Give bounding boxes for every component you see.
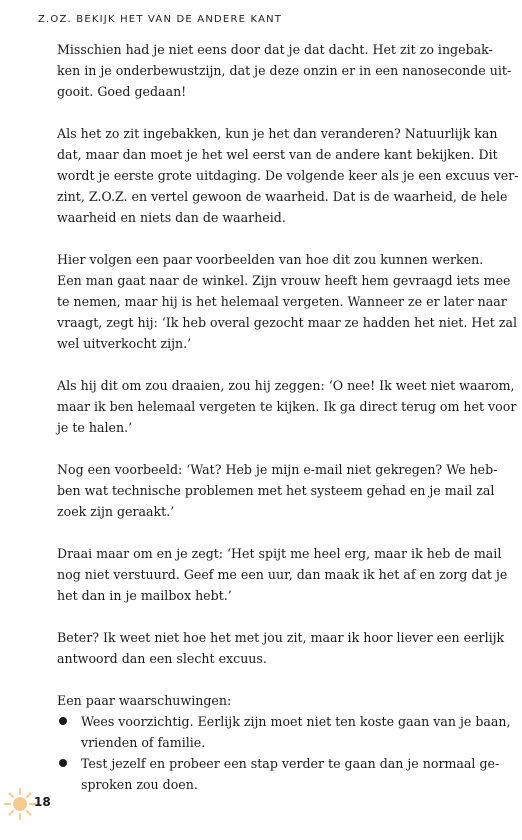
text-line: Misschien had je niet eens door dat je dat dacht. Het zit zo ingebak- bbox=[57, 42, 493, 57]
bullet-icon bbox=[59, 717, 67, 725]
text-line: antwoord dan een slecht excuus. bbox=[57, 651, 267, 666]
text-line: vraagt, zegt hij: ‘Ik heb overal gezocht maar ze hadden het niet. Het zal bbox=[57, 315, 518, 330]
paragraph-3 bbox=[57, 249, 518, 354]
text-line: wordt je eerste grote uitdaging. De volgende keer als je een excuus ver- bbox=[57, 168, 519, 183]
sun-logo-icon bbox=[2, 786, 38, 822]
text-line: wel uitverkocht zijn.’ bbox=[57, 336, 192, 351]
text-line: te nemen, maar hij is het helemaal vergeten. Wanneer ze er later naar bbox=[57, 294, 507, 309]
page-number: 18 bbox=[34, 795, 51, 809]
text-line: Wees voorzichtig. Eerlijk zijn moet niet ten koste gaan van je baan, bbox=[81, 714, 511, 729]
text-line: ken in je onderbewustzijn, dat je deze onzin er in een nanoseconde uit- bbox=[57, 63, 512, 78]
paragraph-1 bbox=[57, 39, 512, 102]
text-line: Test jezelf en probeer een stap verder te gaan dan je normaal ge- bbox=[81, 756, 500, 771]
running-head: Z.OZ. BEKIJK HET VAN DE ANDERE KANT bbox=[38, 14, 283, 25]
paragraph-7 bbox=[57, 627, 505, 669]
text-line: het dan in je mailbox hebt.’ bbox=[57, 588, 232, 603]
text-line: Hier volgen een paar voorbeelden van hoe dit zou kunnen werken. bbox=[57, 252, 484, 267]
text-line: sproken zou doen. bbox=[81, 777, 198, 792]
text-line: Als hij dit om zou draaien, zou hij zeggen: ‘O nee! Ik weet niet waarom, bbox=[57, 378, 515, 393]
text-line: Als het zo zit ingebakken, kun je het dan veranderen? Natuurlijk kan bbox=[57, 126, 498, 141]
text-line: zint, Z.O.Z. en vertel gewoon de waarheid. Dat is de waarheid, de hele bbox=[57, 189, 508, 204]
paragraph-6 bbox=[57, 543, 508, 606]
text-line: Een man gaat naar de winkel. Zijn vrouw heeft hem gevraagd iets mee bbox=[57, 273, 511, 288]
warnings-list bbox=[57, 711, 511, 795]
bullet-icon bbox=[59, 759, 67, 767]
text-line: Beter? Ik weet niet hoe het met jou zit, maar ik hoor liever een eerlijk bbox=[57, 630, 505, 645]
paragraph-4 bbox=[57, 375, 517, 438]
text-line: Draai maar om en je zegt: ‘Het spijt me heel erg, maar ik heb de mail bbox=[57, 546, 502, 561]
warnings-intro: Een paar waarschuwingen: bbox=[57, 693, 232, 708]
text-line: Nog een voorbeeld: ‘Wat? Heb je mijn e-mail niet gekregen? We heb- bbox=[57, 462, 498, 477]
text-line: waarheid en niets dan de waarheid. bbox=[57, 210, 286, 225]
paragraph-5 bbox=[57, 459, 498, 522]
text-line: dat, maar dan moet je het wel eerst van de andere kant bekijken. Dit bbox=[57, 147, 498, 162]
text-line: maar ik ben helemaal vergeten te kijken. Ik ga direct terug om het voor bbox=[57, 399, 517, 414]
text-line: vrienden of familie. bbox=[81, 735, 206, 750]
text-line: nog niet verstuurd. Geef me een uur, dan maak ik het af en zorg dat je bbox=[57, 567, 508, 582]
list-item bbox=[57, 711, 511, 753]
text-line: ben wat technische problemen met het systeem gehad en je mail zal bbox=[57, 483, 495, 498]
text-line: je te halen.’ bbox=[57, 420, 133, 435]
page-body bbox=[57, 39, 519, 795]
paragraph-2 bbox=[57, 123, 519, 228]
list-item bbox=[57, 753, 500, 795]
warnings-section bbox=[57, 690, 511, 795]
text-line: zoek zijn geraakt.’ bbox=[57, 504, 175, 519]
text-line: gooit. Goed gedaan! bbox=[57, 84, 187, 99]
